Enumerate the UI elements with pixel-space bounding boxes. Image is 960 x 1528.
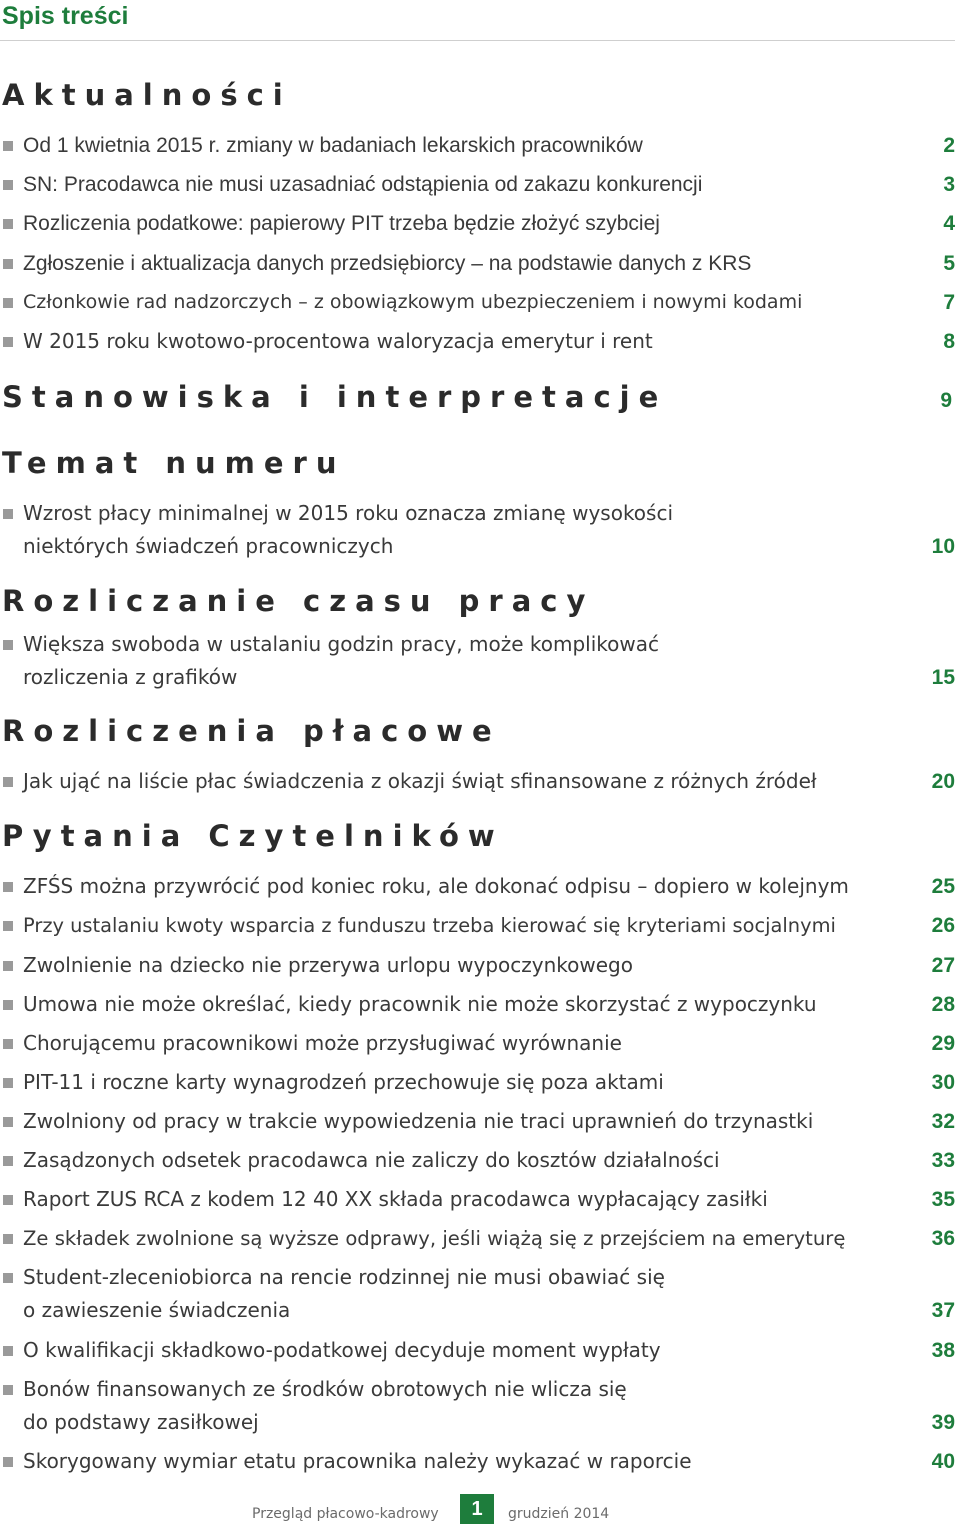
entry-title: Raport ZUS RCA z kodem 12 40 XX składa pracodawca wypłacający zasiłki <box>23 1187 768 1211</box>
entry-page-number: 5 <box>943 252 955 275</box>
bullet-icon <box>3 1078 13 1088</box>
entry-title-line2: o zawieszenie świadczenia <box>23 1298 291 1322</box>
entry-page-number: 26 <box>931 914 955 937</box>
entry-page-number: 2 <box>943 134 955 157</box>
bullet-icon <box>3 141 13 151</box>
entry-title: Przy ustalaniu kwoty wsparcia z funduszu trzeba kierować się kryteriami socjalnymi <box>23 914 836 937</box>
entry-page-number: 38 <box>931 1339 955 1362</box>
entry-title-line1: Większa swoboda w ustalaniu godzin pracy, może komplikować <box>23 632 659 656</box>
section-title-temat-numeru: Temat numeru <box>2 446 346 480</box>
entry-title: Zwolnienie na dziecko nie przerywa urlopu wypoczynkowego <box>23 953 633 977</box>
entry-title: PIT-11 i roczne karty wynagrodzeń przechowuje się poza aktami <box>23 1070 664 1094</box>
entry-title: SN: Pracodawca nie musi uzasadniać odstąpienia od zakazu konkurencji <box>23 173 703 196</box>
bullet-icon <box>3 1000 13 1010</box>
section-title-aktualnosci: Aktualności <box>2 78 292 112</box>
entry-title-line1: Student-zleceniobiorca na rencie rodzinnej nie musi obawiać się <box>23 1265 665 1289</box>
bullet-icon <box>3 1234 13 1244</box>
entry-title: Chorującemu pracownikowi może przysługiwać wyrównanie <box>23 1031 622 1055</box>
page-number-badge: 1 <box>460 1494 494 1524</box>
entry-page-number: 40 <box>931 1450 955 1473</box>
entry-title-line2: rozliczenia z grafików <box>23 665 238 689</box>
entry-title-line1: Wzrost płacy minimalnej w 2015 roku oznacza zmianę wysokości <box>23 501 674 525</box>
section-page-number[interactable]: 9 <box>940 389 952 412</box>
entry-title: Zasądzonych odsetek pracodawca nie zaliczy do kosztów działalności <box>23 1148 720 1172</box>
toc-title: Spis treści <box>2 2 129 30</box>
bullet-icon <box>3 1117 13 1127</box>
entry-page-number: 20 <box>931 770 955 793</box>
entry-title: Rozliczenia podatkowe: papierowy PIT trzeba będzie złożyć szybciej <box>23 212 660 235</box>
entry-title-line2: niektórych świadczeń pracowniczych <box>23 534 394 558</box>
bullet-icon <box>3 259 13 269</box>
bullet-icon <box>3 1195 13 1205</box>
bullet-icon <box>3 882 13 892</box>
entry-page-number: 4 <box>943 212 955 235</box>
publication-name: Przegląd płacowo-kadrowy <box>252 1506 439 1522</box>
entry-title: ZFŚS można przywrócić pod koniec roku, ale dokonać odpisu – dopiero w kolejnym <box>23 874 849 898</box>
bullet-icon <box>3 1346 13 1356</box>
issue-date: grudzień 2014 <box>508 1506 610 1522</box>
page-header <box>0 0 955 41</box>
entry-title: Skorygowany wymiar etatu pracownika należy wykazać w raporcie <box>23 1449 692 1473</box>
bullet-icon <box>3 1457 13 1467</box>
entry-title: Od 1 kwietnia 2015 r. zmiany w badaniach lekarskich pracowników <box>23 134 643 157</box>
entry-title: Członkowie rad nadzorczych – z obowiązkowym ubezpieczeniem i nowymi kodami <box>23 291 803 313</box>
bullet-icon <box>3 1039 13 1049</box>
entry-page-number: 36 <box>931 1227 955 1250</box>
bullet-icon <box>3 961 13 971</box>
bullet-icon <box>3 1273 13 1283</box>
entry-page-number: 10 <box>931 535 955 558</box>
page-footer <box>0 1494 960 1528</box>
entry-page-number: 28 <box>931 993 955 1016</box>
entry-page-number: 30 <box>931 1071 955 1094</box>
entry-title-line1: Bonów finansowanych ze środków obrotowych nie wlicza się <box>23 1377 627 1401</box>
bullet-icon <box>3 509 13 519</box>
entry-title: O kwalifikacji składkowo-podatkowej decyduje moment wypłaty <box>23 1338 661 1362</box>
entry-page-number: 3 <box>943 173 955 196</box>
entry-title: Zwolniony od pracy w trakcie wypowiedzenia nie traci uprawnień do trzynastki <box>23 1109 814 1133</box>
entry-page-number: 8 <box>943 330 955 353</box>
bullet-icon <box>3 337 13 347</box>
entry-title-line2: do podstawy zasiłkowej <box>23 1410 259 1434</box>
entry-page-number: 33 <box>931 1149 955 1172</box>
bullet-icon <box>3 298 13 308</box>
entry-title: Jak ująć na liście płac świadczenia z okazji świąt sfinansowane z różnych źródeł <box>23 769 817 793</box>
entry-page-number: 27 <box>931 954 955 977</box>
entry-page-number: 25 <box>931 875 955 898</box>
bullet-icon <box>3 1385 13 1395</box>
bullet-icon <box>3 921 13 931</box>
section-title-rozliczenia-placowe: Rozliczenia płacowe <box>2 714 501 748</box>
entry-page-number: 37 <box>931 1299 955 1322</box>
entry-title: Umowa nie może określać, kiedy pracownik nie może skorzystać z wypoczynku <box>23 992 817 1016</box>
entry-page-number: 39 <box>931 1411 955 1434</box>
entry-title: Zgłoszenie i aktualizacja danych przedsiębiorcy – na podstawie danych z KRS <box>23 252 752 275</box>
section-title-pytania-czytelnikow: Pytania Czytelników <box>2 819 504 853</box>
section-title-stanowiska: Stanowiska i interpretacje <box>2 380 668 414</box>
bullet-icon <box>3 640 13 650</box>
bullet-icon <box>3 219 13 229</box>
entry-title: Ze składek zwolnione są wyższe odprawy, jeśli wiążą się z przejściem na emeryturę <box>23 1227 846 1250</box>
entry-page-number: 35 <box>931 1188 955 1211</box>
entry-page-number: 32 <box>931 1110 955 1133</box>
bullet-icon <box>3 180 13 190</box>
entry-title: W 2015 roku kwotowo-procentowa waloryzacja emerytur i rent <box>23 329 653 353</box>
section-title-rozliczanie-czasu-pracy: Rozliczanie czasu pracy <box>2 584 595 618</box>
entry-page-number: 15 <box>931 666 955 689</box>
entry-page-number: 7 <box>943 291 955 314</box>
bullet-icon <box>3 1156 13 1166</box>
entry-page-number: 29 <box>931 1032 955 1055</box>
bullet-icon <box>3 777 13 787</box>
